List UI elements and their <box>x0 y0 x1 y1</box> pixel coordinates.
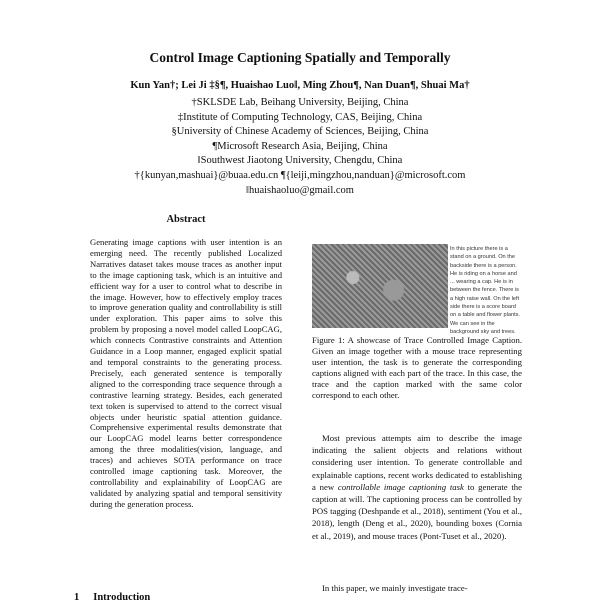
email-line: †{kunyan,mashuai}@buaa.edu.cn ¶{leiji,mingzhou,nanduan}@microsoft.com <box>134 169 466 181</box>
paper-title: Control Image Captioning Spatially and Temporally <box>149 50 451 65</box>
figure-caption: Figure 1: A showcase of Trace Controlled Image Caption. Given an image together with a mouse trace representing user intention, the task is to generate the corresponding captions aligned with each part of the trace. In this case, the trace and the caption marked with the same color correspond to each other. <box>312 335 522 401</box>
intro-paragraph-2-text: In this paper, we mainly investigate trace- <box>322 583 468 593</box>
section-number: 1 <box>74 592 80 603</box>
affiliations <box>0 96 600 198</box>
intro-paragraph <box>312 432 522 542</box>
author-list: Kun Yan†; Lei Ji ‡§¶, Huaishao Luo‖, Ming Zhou¶, Nan Duan¶, Shuai Ma† <box>130 80 470 91</box>
abstract-text: Generating image captions with user intention is an emerging need. The recently published Localized Narratives dataset takes mouse traces as another input to the image captioning task, which is an intuitive and efficient way for a user to control what to describe in the image. However, how to effectively employ traces to improve generation quality and controllability is still under exploration. This paper aims to solve this problem by proposing a novel model called LoopCAG, which connects Contrastive constraints and Attention Guidance in a Loop manner, engaged explicit spatial and temporal constraints to the generating process. Precisely, each generated sentence is temporally aligned to the corresponding trace sequence through a contrastive learning strategy. Besides, each generated text token is supervised to attend to the correct visual objects under heuristic spatial attention guidance. Comprehensive experimental results demonstrate that our LoopCAG model learns better correspondence among the three modalities(vision, language, and traces) and achieves SOTA performance on trace controlled image captioning task. Moreover, the controllability and explainability of LoopCAG are validated by analyzing spatial and temporal sensitivity during the generation process. <box>90 237 282 509</box>
email-line: ‖huaishaoluo@gmail.com <box>246 184 354 196</box>
affiliation-line: ‡Institute of Computing Technology, CAS, Beijing, China <box>177 111 423 123</box>
affiliation-line: †SKLSDE Lab, Beihang University, Beijing, China <box>191 97 409 108</box>
intro-emphasis: controllable image captioning task <box>337 481 464 492</box>
affiliation-line: ¶Microsoft Research Asia, Beijing, China <box>212 140 388 152</box>
section-heading <box>74 592 164 603</box>
intro-text-start: Most previous attempts aim to describe the image indicating the salient objects and relations without considering user intention. To generate controllable and explainable captions, recent works dedicated to establishing a new <box>312 433 522 492</box>
affiliation-line: ‖Southwest Jiaotong University, Chengdu, China <box>197 155 403 167</box>
horse-riding-photo <box>312 244 448 328</box>
intro-text-end: to generate the caption at will. The captioning process can be controlled by POS tagging (Deshpande et al., 2018), sentiment (You et al., 2018), length (Deng et al., 2020), bounding boxes (Cornia et al., 2019), and mouse traces (Pont-Tuset et al., 2020). <box>312 481 523 541</box>
section-title: Introduction <box>93 592 151 603</box>
figure-trace-caption: In this picture there is a stand on a ground. On the backside there is a person. He is riding on a horse and ... wearing a cap. He is in between the fence. There is a high raise wall. On the left side there is a score board on a table and flower plants. We can see in the background sky and trees. <box>450 246 520 335</box>
intro-paragraph-2 <box>312 582 522 594</box>
abstract-heading: Abstract <box>166 214 206 225</box>
affiliation-line: §University of Chinese Academy of Sciences, Beijing, China <box>171 126 429 138</box>
abstract-column <box>90 214 282 510</box>
figure-1 <box>312 244 520 335</box>
